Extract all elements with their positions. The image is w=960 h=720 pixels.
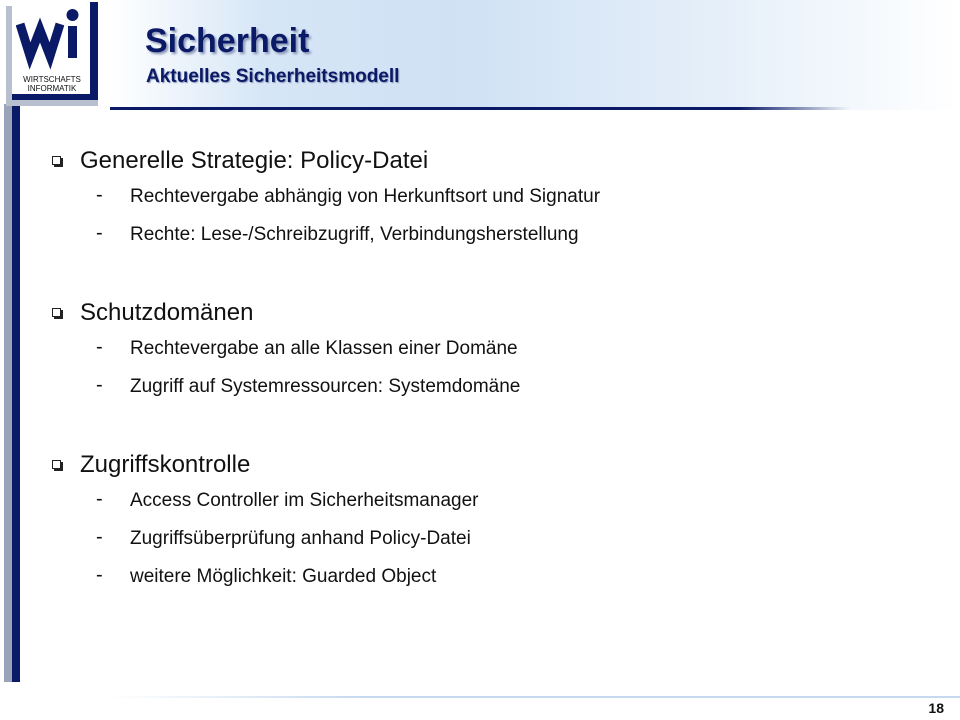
footer-divider	[110, 696, 960, 698]
logo	[12, 2, 98, 100]
wi-logo-icon	[16, 6, 88, 72]
section-domains	[50, 294, 930, 406]
section-heading	[50, 294, 930, 330]
dash-bullet: -	[96, 222, 103, 244]
section-heading	[50, 446, 930, 482]
dash-bullet: -	[96, 184, 103, 206]
dash-bullet: -	[96, 564, 103, 586]
dash-bullet: -	[96, 336, 103, 358]
square-bullet-icon	[52, 156, 61, 165]
section-policy	[50, 142, 930, 254]
dash-bullet: -	[96, 526, 103, 548]
list-item	[50, 330, 930, 368]
list-item	[50, 216, 930, 254]
section-access-control	[50, 446, 930, 596]
list-item	[50, 520, 930, 558]
page-number: 18	[928, 700, 944, 716]
logo-caption	[12, 75, 92, 93]
section-heading-text: Schutzdomänen	[80, 299, 254, 326]
list-item	[50, 482, 930, 520]
dash-bullet: -	[96, 488, 103, 510]
left-frame-shadow	[4, 104, 12, 682]
list-item	[50, 178, 930, 216]
list-item	[50, 558, 930, 596]
content-area	[50, 142, 930, 636]
list-item-text: Rechte: Lese-/Schreibzugriff, Verbindungsherstellung	[130, 224, 579, 245]
list-item-text: Rechtevergabe an alle Klassen einer Domäne	[130, 338, 518, 359]
logo-line-1: WIRTSCHAFTS	[23, 75, 81, 84]
header-divider	[110, 107, 850, 110]
section-heading-text: Zugriffskontrolle	[80, 451, 251, 478]
page-subtitle: Aktuelles Sicherheitsmodell	[146, 66, 400, 87]
list-item-text: Access Controller im Sicherheitsmanager	[130, 490, 479, 511]
list-item-text: Zugriff auf Systemressourcen: Systemdomäne	[130, 376, 521, 397]
left-frame-bar	[12, 100, 20, 682]
section-heading-text: Generelle Strategie: Policy-Datei	[80, 147, 429, 174]
page-title: Sicherheit	[145, 22, 310, 60]
list-item	[50, 368, 930, 406]
list-item-text: Rechtevergabe abhängig von Herkunftsort und Signatur	[130, 186, 601, 207]
list-item-text: Zugriffsüberprüfung anhand Policy-Datei	[130, 528, 471, 549]
logo-line-2: INFORMATIK	[27, 84, 77, 93]
square-bullet-icon	[52, 308, 61, 317]
section-heading	[50, 142, 930, 178]
square-bullet-icon	[52, 460, 61, 469]
list-item-text: weitere Möglichkeit: Guarded Object	[130, 566, 437, 587]
dash-bullet: -	[96, 374, 103, 396]
